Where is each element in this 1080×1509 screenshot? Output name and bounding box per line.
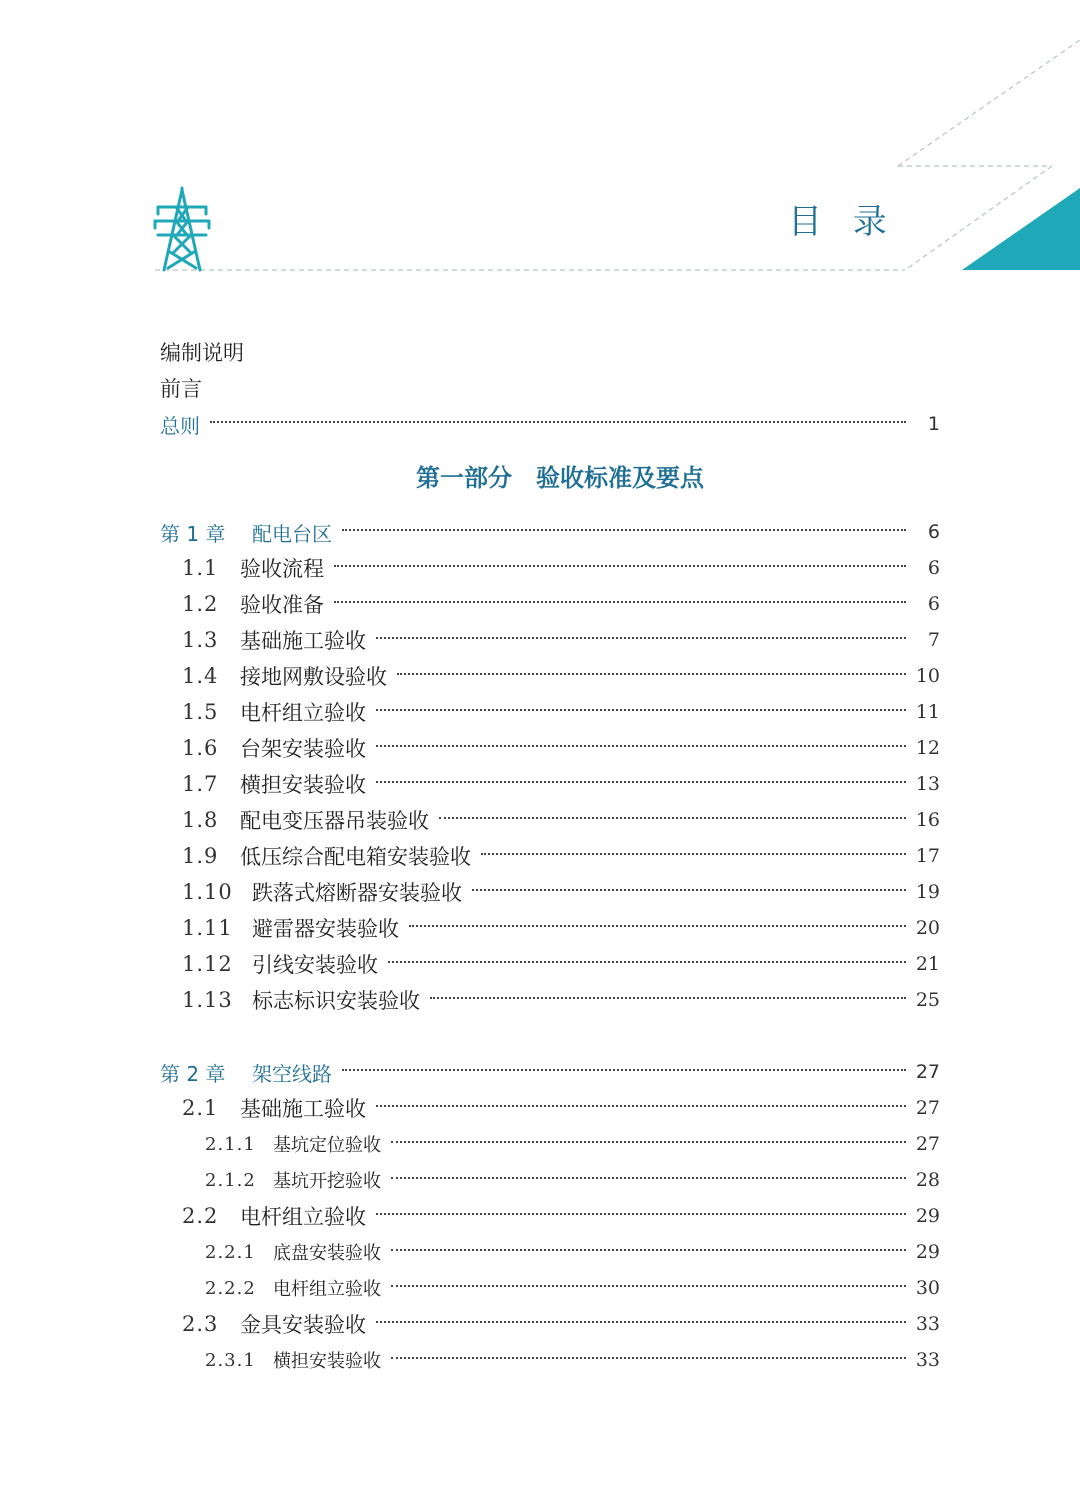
section-number: 1.11 <box>182 916 233 940</box>
subsection-title: 横担安装验收 <box>273 1351 381 1372</box>
toc-section[interactable] <box>160 1198 940 1234</box>
toc-chapter-2[interactable] <box>160 1054 940 1090</box>
section-title: 电杆组立验收 <box>240 701 366 725</box>
section-title: 基础施工验收 <box>240 1097 366 1121</box>
toc-subsection[interactable] <box>160 1162 940 1198</box>
dot-leader <box>334 601 906 603</box>
page-number: 33 <box>915 1313 940 1335</box>
toc-section[interactable] <box>160 874 940 910</box>
toc-section[interactable] <box>160 658 940 694</box>
section-number: 1.8 <box>182 808 219 832</box>
page-number: 27 <box>915 1133 940 1155</box>
dot-leader <box>342 1069 906 1071</box>
page-number: 13 <box>915 773 940 795</box>
page-number: 30 <box>915 1277 940 1299</box>
dot-leader <box>472 889 906 891</box>
section-number: 1.6 <box>182 736 219 760</box>
dot-leader <box>391 1285 906 1287</box>
dot-leader <box>391 1177 906 1179</box>
section-title: 验收流程 <box>240 557 324 581</box>
page-number: 29 <box>915 1205 940 1227</box>
toc-subsection[interactable] <box>160 1126 940 1162</box>
page-number: 17 <box>915 845 940 867</box>
page-number: 11 <box>915 701 940 723</box>
toc-entry-preface[interactable] <box>160 370 940 406</box>
dot-leader <box>409 925 906 927</box>
dot-leader <box>397 673 906 675</box>
section-number: 1.10 <box>182 880 233 904</box>
toc-section[interactable] <box>160 982 940 1018</box>
toc-section[interactable] <box>160 946 940 982</box>
page-number: 16 <box>915 809 940 831</box>
chapter-title: 配电台区 <box>252 521 332 546</box>
page-number: 19 <box>915 881 940 903</box>
toc-subsection[interactable] <box>160 1234 940 1270</box>
dot-leader <box>430 997 906 999</box>
subsection-number: 2.2.1 <box>205 1241 256 1263</box>
power-tower-icon <box>155 188 209 270</box>
toc-section[interactable] <box>160 838 940 874</box>
subsection-number: 2.3.1 <box>205 1349 256 1371</box>
toc-subsection[interactable] <box>160 1270 940 1306</box>
page-number: 6 <box>927 521 940 543</box>
dot-leader <box>376 1213 906 1215</box>
dot-leader <box>481 853 906 855</box>
section-title: 避雷器安装验收 <box>252 917 399 941</box>
page-number: 7 <box>927 629 940 651</box>
section-number: 1.9 <box>182 844 219 868</box>
chapter-number: 第 2 章 <box>160 1061 226 1086</box>
subsection-number: 2.1.1 <box>205 1133 256 1155</box>
section-title: 金具安装验收 <box>240 1313 366 1337</box>
toc-chapter-1[interactable] <box>160 514 940 550</box>
subsection-number: 2.2.2 <box>205 1277 256 1299</box>
section-number: 1.7 <box>182 772 219 796</box>
section-title: 横担安装验收 <box>240 773 366 797</box>
subsection-number: 2.1.2 <box>205 1169 256 1191</box>
section-number: 1.5 <box>182 700 219 724</box>
page-title: 目 录 <box>788 202 897 242</box>
toc-section[interactable] <box>160 910 940 946</box>
part-heading: 第一部分 验收标准及要点 <box>416 463 704 492</box>
section-title: 电杆组立验收 <box>240 1205 366 1229</box>
section-number: 2.2 <box>182 1204 219 1228</box>
dot-leader <box>210 421 906 423</box>
page-number: 29 <box>915 1241 940 1263</box>
dot-leader <box>334 565 906 567</box>
dot-leader <box>391 1357 906 1359</box>
page-number: 33 <box>915 1349 940 1371</box>
dot-leader <box>439 817 906 819</box>
section-number: 1.13 <box>182 988 233 1012</box>
toc-entry-label: 编制说明 <box>160 341 244 365</box>
section-title: 低压综合配电箱安装验收 <box>240 845 471 869</box>
dot-leader <box>376 709 906 711</box>
toc-section[interactable] <box>160 730 940 766</box>
page-number: 1 <box>927 413 940 435</box>
section-title: 验收准备 <box>240 593 324 617</box>
page-number: 10 <box>915 665 940 687</box>
page-number: 6 <box>927 593 940 615</box>
section-number: 1.2 <box>182 592 219 616</box>
subsection-title: 电杆组立验收 <box>273 1279 381 1300</box>
toc-entry-general[interactable] <box>160 406 940 442</box>
chapter-number: 第 1 章 <box>160 521 226 546</box>
header-decoration <box>0 0 1080 300</box>
section-number: 1.4 <box>182 664 219 688</box>
page-number: 25 <box>915 989 940 1011</box>
page-number: 27 <box>915 1097 940 1119</box>
toc-section[interactable] <box>160 550 940 586</box>
section-title: 引线安装验收 <box>252 953 378 977</box>
page-number: 27 <box>915 1061 940 1083</box>
toc-entry-label: 总则 <box>160 413 200 438</box>
toc-section[interactable] <box>160 802 940 838</box>
section-title: 跌落式熔断器安装验收 <box>252 881 462 905</box>
dot-leader <box>376 637 906 639</box>
page-number: 28 <box>915 1169 940 1191</box>
toc-section[interactable] <box>160 694 940 730</box>
section-number: 2.3 <box>182 1312 219 1336</box>
page-number: 12 <box>915 737 940 759</box>
dot-leader <box>342 529 906 531</box>
toc-subsection[interactable] <box>160 1342 940 1378</box>
page-number: 6 <box>927 557 940 579</box>
section-number: 1.3 <box>182 628 219 652</box>
subsection-title: 基坑开挖验收 <box>273 1171 381 1192</box>
corner-triangle <box>962 188 1080 270</box>
table-of-contents <box>160 334 940 1378</box>
section-title: 配电变压器吊装验收 <box>240 809 429 833</box>
subsection-title: 基坑定位验收 <box>273 1135 381 1156</box>
section-number: 1.1 <box>182 556 219 580</box>
dot-leader <box>388 961 906 963</box>
chapter-title: 架空线路 <box>252 1061 332 1086</box>
dot-leader <box>391 1141 906 1143</box>
subsection-title: 底盘安装验收 <box>273 1243 381 1264</box>
dot-leader <box>376 1321 906 1323</box>
page-number: 20 <box>915 917 940 939</box>
toc-section[interactable] <box>160 766 940 802</box>
toc-section[interactable] <box>160 1306 940 1342</box>
toc-entry-label: 前言 <box>160 377 202 401</box>
section-number: 1.12 <box>182 952 233 976</box>
dot-leader <box>391 1249 906 1251</box>
toc-section[interactable] <box>160 586 940 622</box>
dot-leader <box>376 745 906 747</box>
toc-section[interactable] <box>160 622 940 658</box>
section-title: 标志标识安装验收 <box>252 989 420 1013</box>
page-number: 21 <box>915 953 940 975</box>
toc-section[interactable] <box>160 1090 940 1126</box>
section-title: 接地网敷设验收 <box>240 665 387 689</box>
toc-entry-compilation-notes[interactable] <box>160 334 940 370</box>
section-title: 基础施工验收 <box>240 629 366 653</box>
dot-leader <box>376 1105 906 1107</box>
dot-leader <box>376 781 906 783</box>
section-title: 台架安装验收 <box>240 737 366 761</box>
section-number: 2.1 <box>182 1096 219 1120</box>
